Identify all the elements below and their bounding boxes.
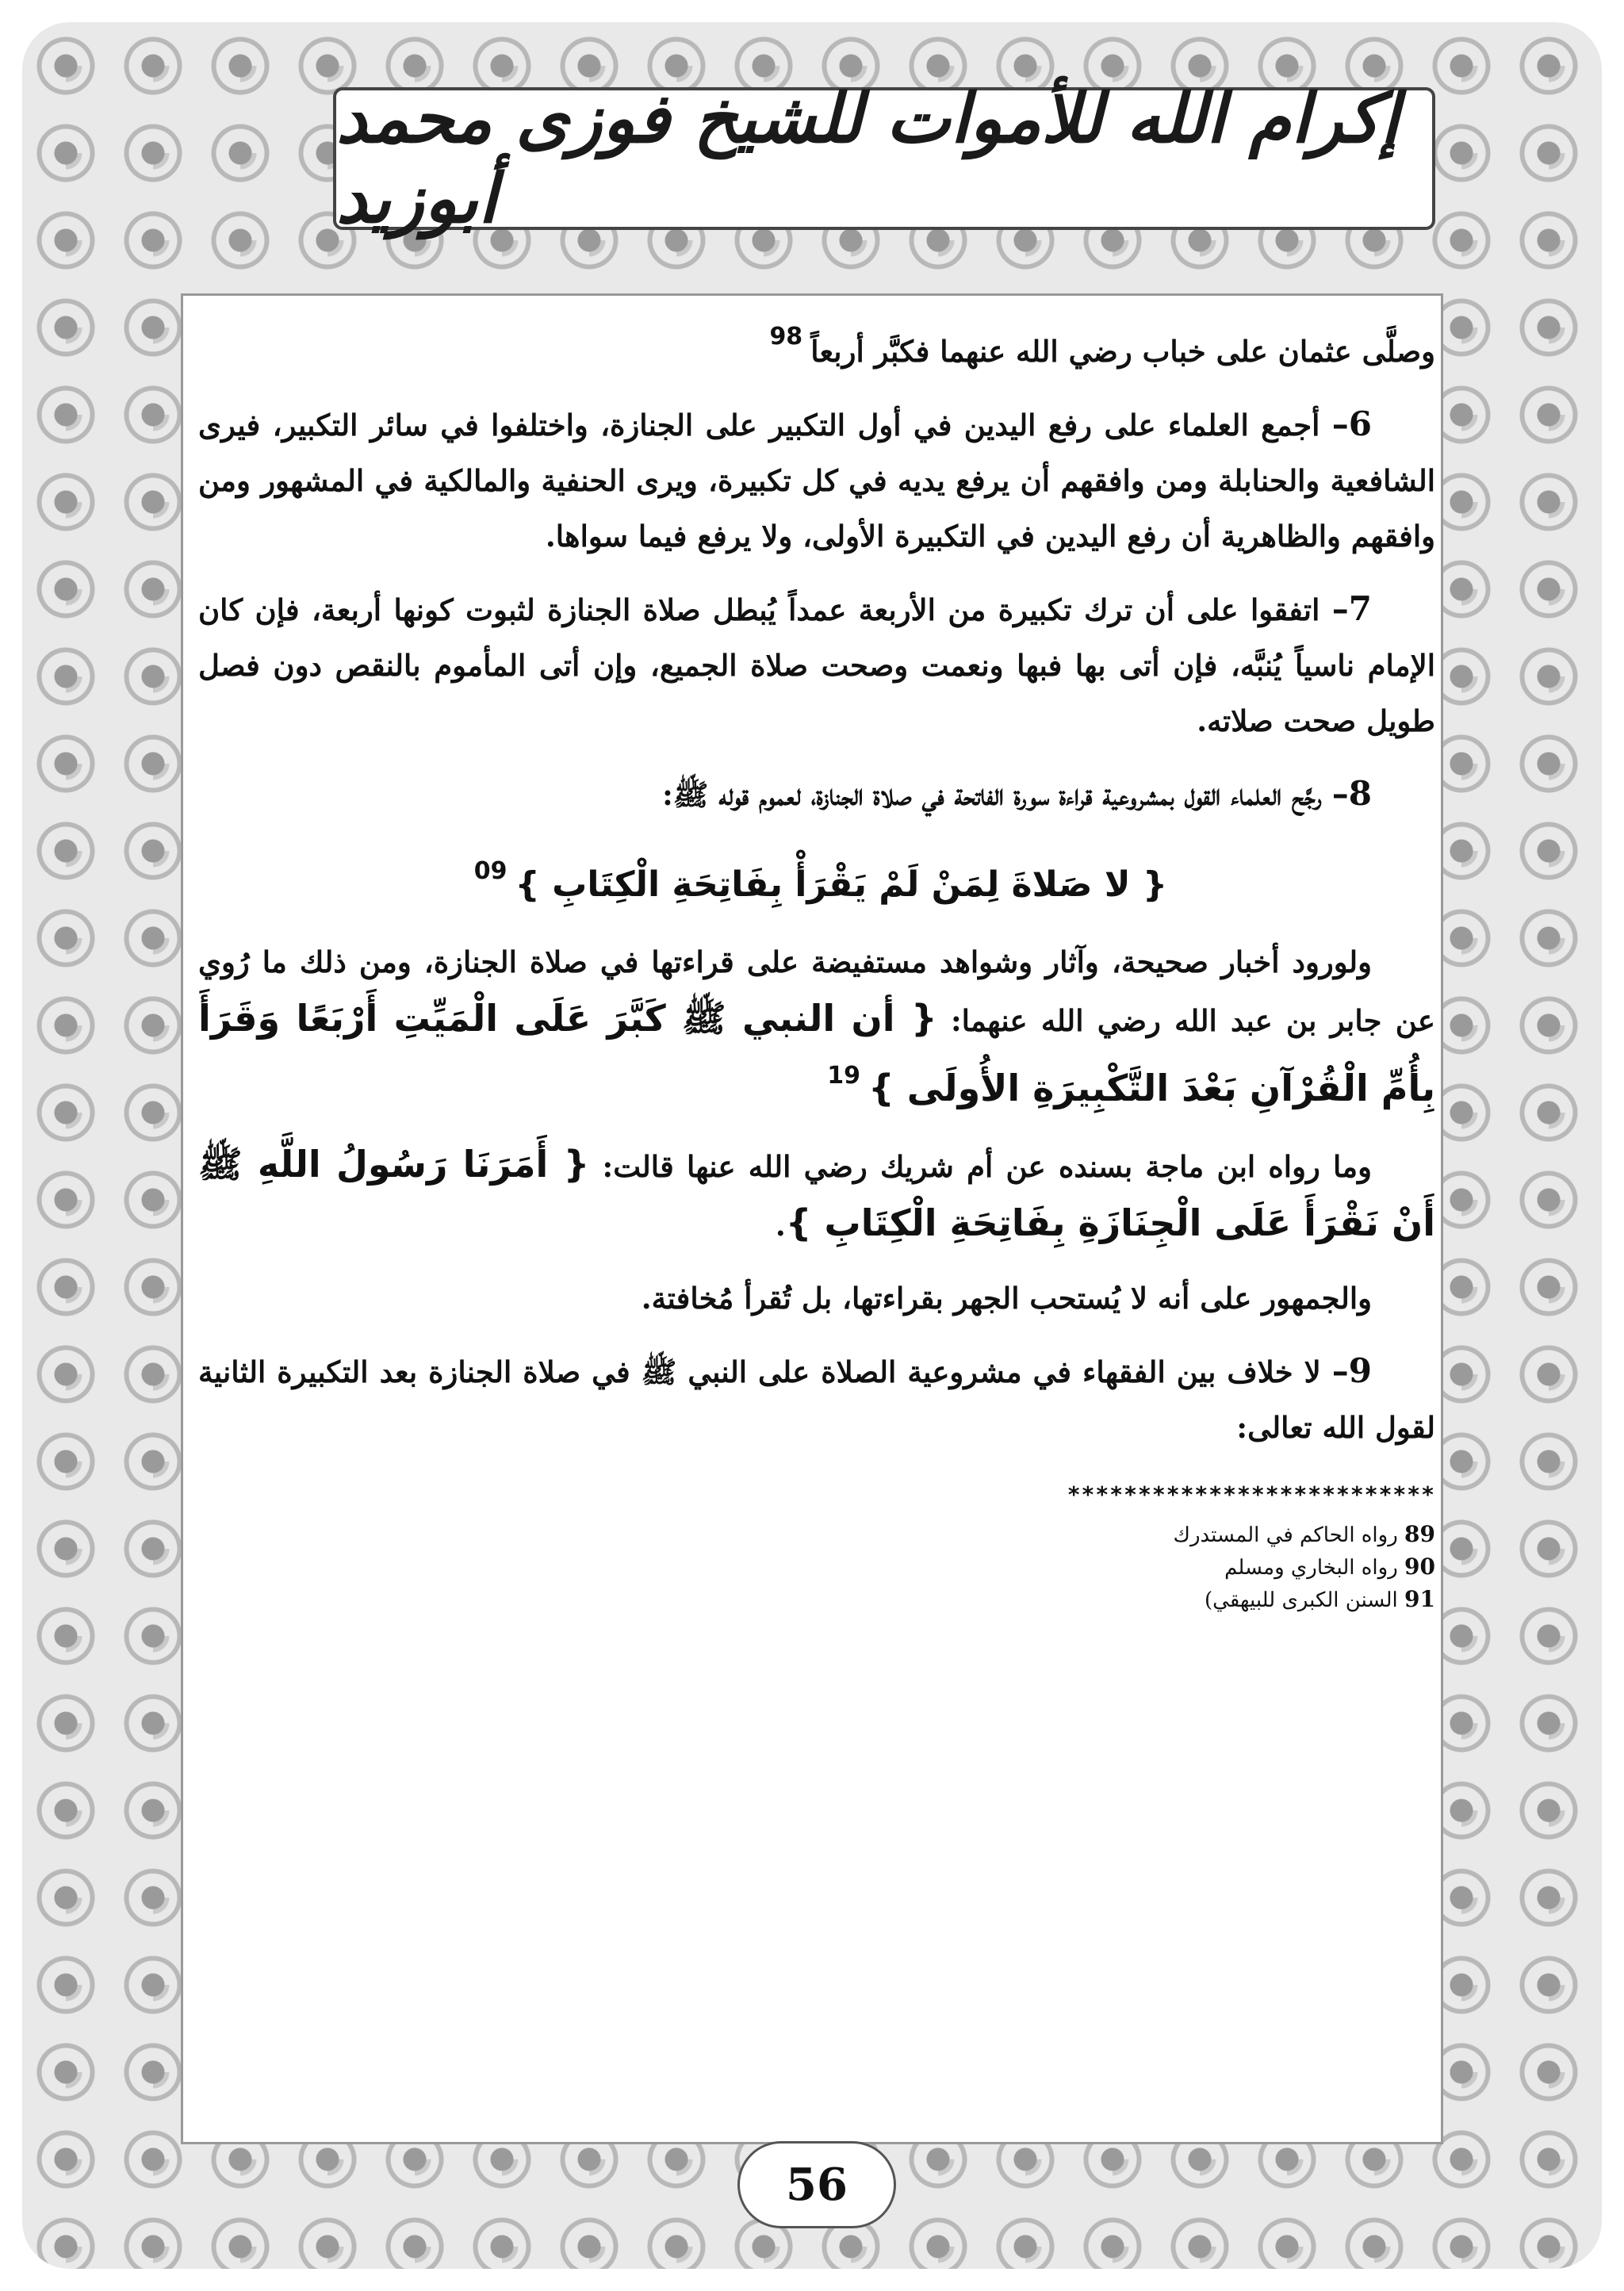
paragraph-umm-sharik: وما رواه ابن ماجة بسنده عن أم شريك رضي الله عنها قالت: { أَمَرَنَا رَسُولُ اللَّهِ ﷺ أَنْ نَقْرَأَ عَلَى الْجِنَازَةِ بِفَاتِحَةِ الْكِتَابِ }. [198, 1143, 1435, 1244]
item-number: 6– [1331, 404, 1372, 443]
page-number: 56 [737, 2141, 896, 2228]
paragraph-7: 7– اتفقوا على أن ترك تكبيرة من الأربعة عمداً يُبطل صلاة الجنازة لثبوت كونها أربعة، فإن كان الإمام ناسياً يُنبَّه، فإن أتى بها فبها ونعمت وصحت صلاة الجميع، وإن أتى المأموم بالنقص دون فصل طويل صحت صلاته. [198, 589, 1435, 738]
item-number: 7– [1331, 589, 1373, 628]
page-title: إكرام الله للأموات للشيخ فوزى محمد أبوزيد [336, 79, 1400, 239]
paragraph-jabir: ولورود أخبار صحيحة، وآثار وشواهد مستفيضة على قراءتها في صلاة الجنازة، ومن ذلك ما رُوي عن جابر بن عبد الله رضي الله عنهما: { أن النبي ﷺ كَبَّرَ عَلَى الْمَيِّتِ أَرْبَعًا وَقَرَأَ بِأُمِّ الْقُرْآنِ بَعْدَ التَّكْبِيرَةِ الأُولَى }$^{19}$ [198, 944, 1435, 1109]
footnotes [198, 1519, 1435, 1616]
footnote-ref: 19 [827, 1062, 860, 1090]
footnote-ref: 09 [473, 857, 508, 885]
paragraph-intro: وصلَّى عثمان على خباب رضي الله عنهما فكبَّر أربعاً$^{98}$ [769, 323, 1435, 369]
paragraph-8: 8– رجَّح العلماء القول بمشروعية قراءة سورة الفاتحة في صلاة الجنازة، لعموم قوله ﷺ: [662, 774, 1372, 813]
item-number: 8– [1331, 774, 1372, 813]
footnote: 90 رواه البخاري ومسلم [1224, 1554, 1435, 1580]
item-number: 9– [1331, 1351, 1372, 1390]
hadith-quote: { لا صَلاةَ لِمَنْ لَمْ يَقْرَأْ بِفَاتِحَةِ الْكِتَابِ }$^{09}$ [473, 857, 1168, 905]
footnote: 91 السنن الكبرى للبيهقي) [1205, 1586, 1435, 1612]
hadith-quote: { أَمَرَنَا رَسُولُ اللَّهِ ﷺ أَنْ نَقْرَأَ عَلَى الْجِنَازَةِ بِفَاتِحَةِ الْكِتَابِ } [198, 1143, 1435, 1244]
paragraph-9: 9– لا خلاف بين الفقهاء في مشروعية الصلاة على النبي ﷺ في صلاة الجنازة بعد التكبيرة الثانية لقول الله تعالى: [198, 1351, 1435, 1445]
footnote-separator: ************************** [1067, 1481, 1435, 1508]
page-content [198, 309, 1435, 2125]
header-banner [333, 79, 1435, 239]
paragraph-6: 6– أجمع العلماء على رفع اليدين في أول التكبير على الجنازة، واختلفوا في سائر التكبير، فيرى الشافعية والحنابلة ومن وافقهم أن يرفع يديه في كل تكبيرة، ويرى الحنفية والمالكية في المشهور ومن وافقهم والظاهرية أن رفع اليدين في التكبيرة الأولى، ولا يرفع فيما سواها. [198, 404, 1435, 554]
footnote: 89 رواه الحاكم في المستدرك [1173, 1521, 1435, 1547]
paragraph-jumhur: والجمهور على أنه لا يُستحب الجهر بقراءتها، بل تُقرأ مُخافتة. [641, 1281, 1372, 1316]
hadith-quote: { أن النبي ﷺ كَبَّرَ عَلَى الْمَيِّتِ أَرْبَعًا وَقَرَأَ بِأُمِّ الْقُرْآنِ بَعْدَ التَّكْبِيرَةِ الأُولَى } [198, 997, 1435, 1109]
footnote-ref: 98 [769, 323, 803, 351]
